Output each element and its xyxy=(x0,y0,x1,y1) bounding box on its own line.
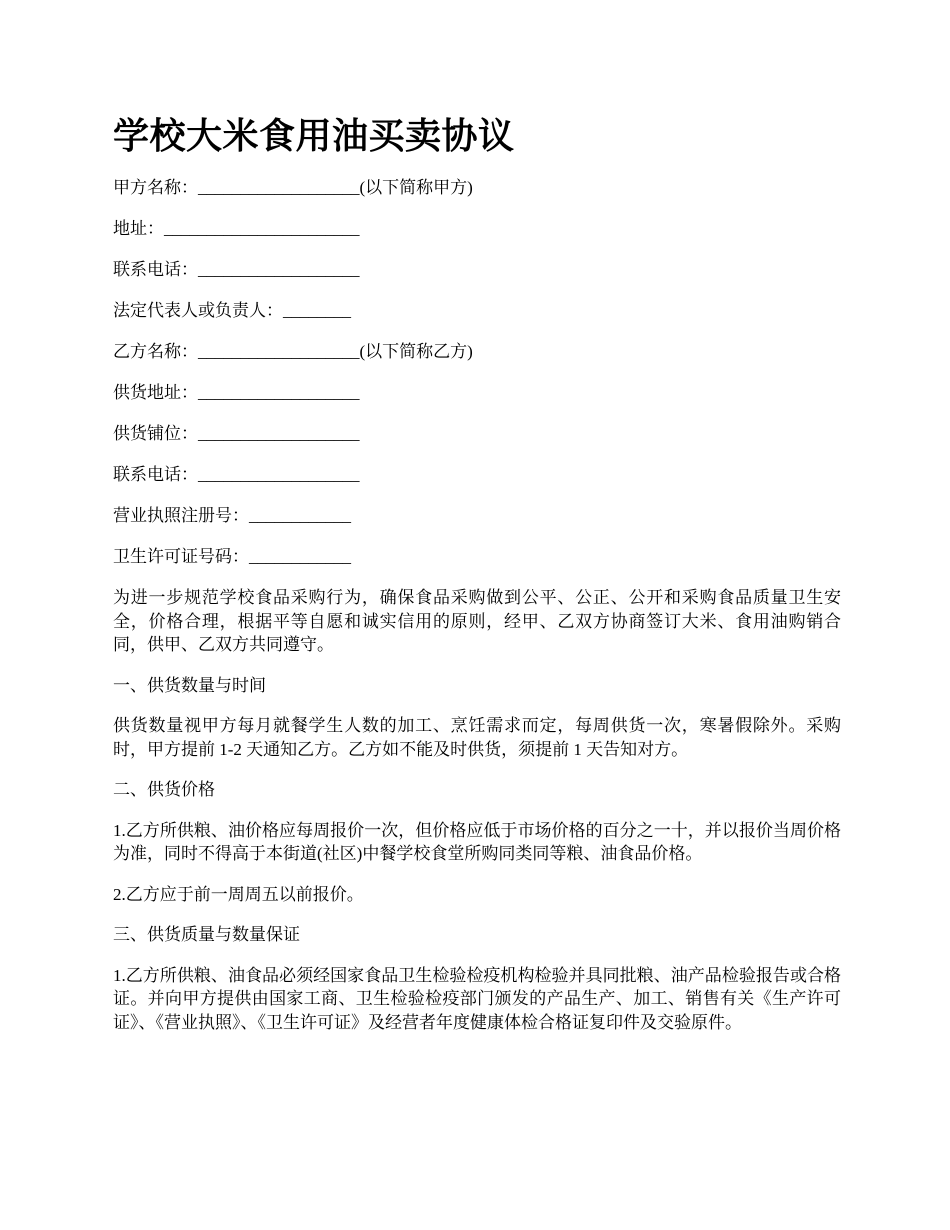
health-permit-field: 卫生许可证号码：____________ xyxy=(113,547,351,566)
supply-quantity-paragraph: 供货数量视甲方每月就餐学生人数的加工、烹饪需求而定，每周供货一次，寒暑假除外。采购时，甲方提前 1-2 天通知乙方。乙方如不能及时供货，须提前 1 天告知对方。 xyxy=(113,716,841,759)
document-title: 学校大米食用油买卖协议 xyxy=(113,116,515,156)
business-license-field: 营业执照注册号：____________ xyxy=(113,506,351,525)
section-heading-quality-guarantee: 三、供货质量与数量保证 xyxy=(113,925,300,944)
quality-clause-1: 1.乙方所供粮、油食品必须经国家食品卫生检验检疫机构检验并具同批粮、油产品检验报告或合格证。并向甲方提供由国家工商、卫生检验检疫部门颁发的产品生产、加工、销售有关《生产许可证》、《营业执照》、《卫生许可证》及经营者年度健康体检合格证复印件及交验原件。 xyxy=(113,965,841,1032)
section-heading-supply-price: 二、供货价格 xyxy=(113,780,215,799)
legal-representative-field: 法定代表人或负责人：________ xyxy=(113,301,351,320)
preamble-paragraph: 为进一步规范学校食品采购行为，确保食品采购做到公平、公正、公开和采购食品质量卫生安全，价格合理，根据平等自愿和诚实信用的原则，经甲、乙双方协商签订大米、食用油购销合同，供甲、乙双方共同遵守。 xyxy=(113,588,841,654)
document-page xyxy=(113,112,841,1051)
party-b-name-field: 乙方名称：___________________(以下简称乙方) xyxy=(113,342,473,361)
party-b-phone-field: 联系电话：___________________ xyxy=(113,465,360,484)
price-clause-2: 2.乙方应于前一周周五以前报价。 xyxy=(113,884,364,904)
supply-address-field: 供货地址：___________________ xyxy=(113,383,360,402)
supply-stall-field: 供货铺位：___________________ xyxy=(113,424,360,443)
party-a-name-field: 甲方名称：___________________(以下简称甲方) xyxy=(113,178,473,197)
party-a-address-field: 地址：_______________________ xyxy=(113,219,360,238)
price-clause-1: 1.乙方所供粮、油价格应每周报价一次，但价格应低于市场价格的百分之一十，并以报价当周价格为准，同时不得高于本街道(社区)中餐学校食堂所购同类同等粮、油食品价格。 xyxy=(113,820,841,863)
party-a-phone-field: 联系电话：___________________ xyxy=(113,260,360,279)
section-heading-supply-quantity: 一、供货数量与时间 xyxy=(113,675,266,695)
